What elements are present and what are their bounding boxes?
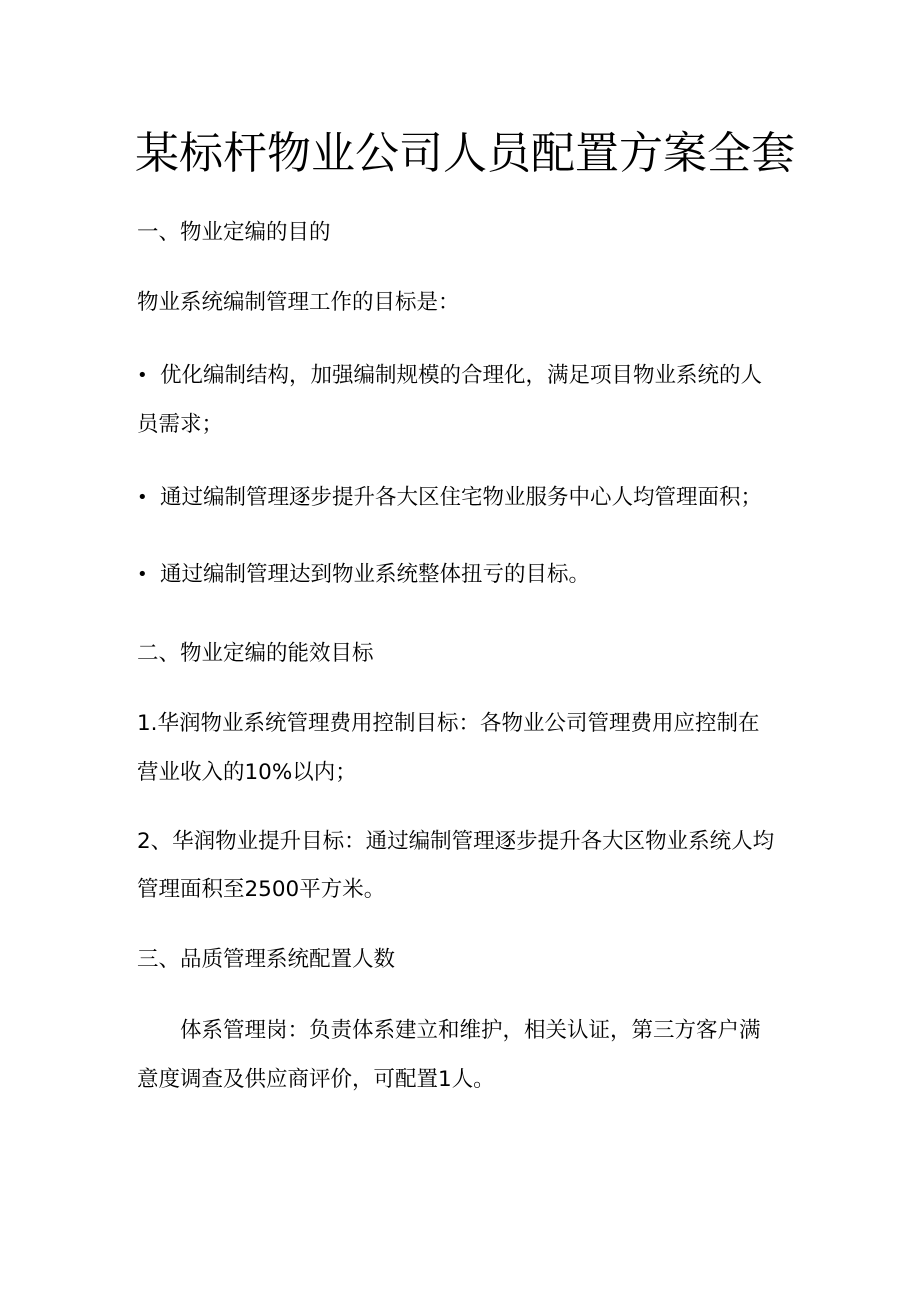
section-1-intro: 物业系统编制管理工作的目标是： (137, 290, 460, 315)
paragraph-3-line-1: 体系管理岗：负责体系建立和维护，相关认证，第三方客户满 (180, 1018, 761, 1043)
paragraph-1-line-2: 营业收入的10%以内； (137, 760, 357, 785)
bullet-1-line-2: 员需求； (137, 412, 224, 437)
bullet-dot: • (137, 365, 148, 386)
paragraph-2-line-2: 管理面积至2500平方米。 (137, 877, 386, 902)
bullet-1-line-1: 优化编制结构，加强编制规模的合理化，满足项目物业系统的人 (160, 363, 763, 388)
section-heading-2: 二、物业定编的能效目标 (137, 641, 374, 666)
bullet-dot: • (137, 564, 148, 585)
paragraph-1-line-1: 1.华润物业系统管理费用控制目标：各物业公司管理费用应控制在 (137, 711, 760, 736)
paragraph-3-line-2: 意度调查及供应商评价，可配置1人。 (137, 1067, 495, 1092)
section-heading-3: 三、品质管理系统配置人数 (137, 947, 396, 972)
section-heading-1: 一、物业定编的目的 (137, 220, 331, 245)
bullet-2: 通过编制管理逐步提升各大区住宅物业服务中心人均管理面积； (160, 485, 763, 510)
paragraph-2-line-1: 2、华润物业提升目标：通过编制管理逐步提升各大区物业系统人均 (137, 829, 775, 854)
document-title: 某标杆物业公司人员配置方案全套 (135, 128, 795, 179)
bullet-3: 通过编制管理达到物业系统整体扭亏的目标。 (160, 562, 591, 587)
bullet-dot: • (137, 487, 148, 508)
